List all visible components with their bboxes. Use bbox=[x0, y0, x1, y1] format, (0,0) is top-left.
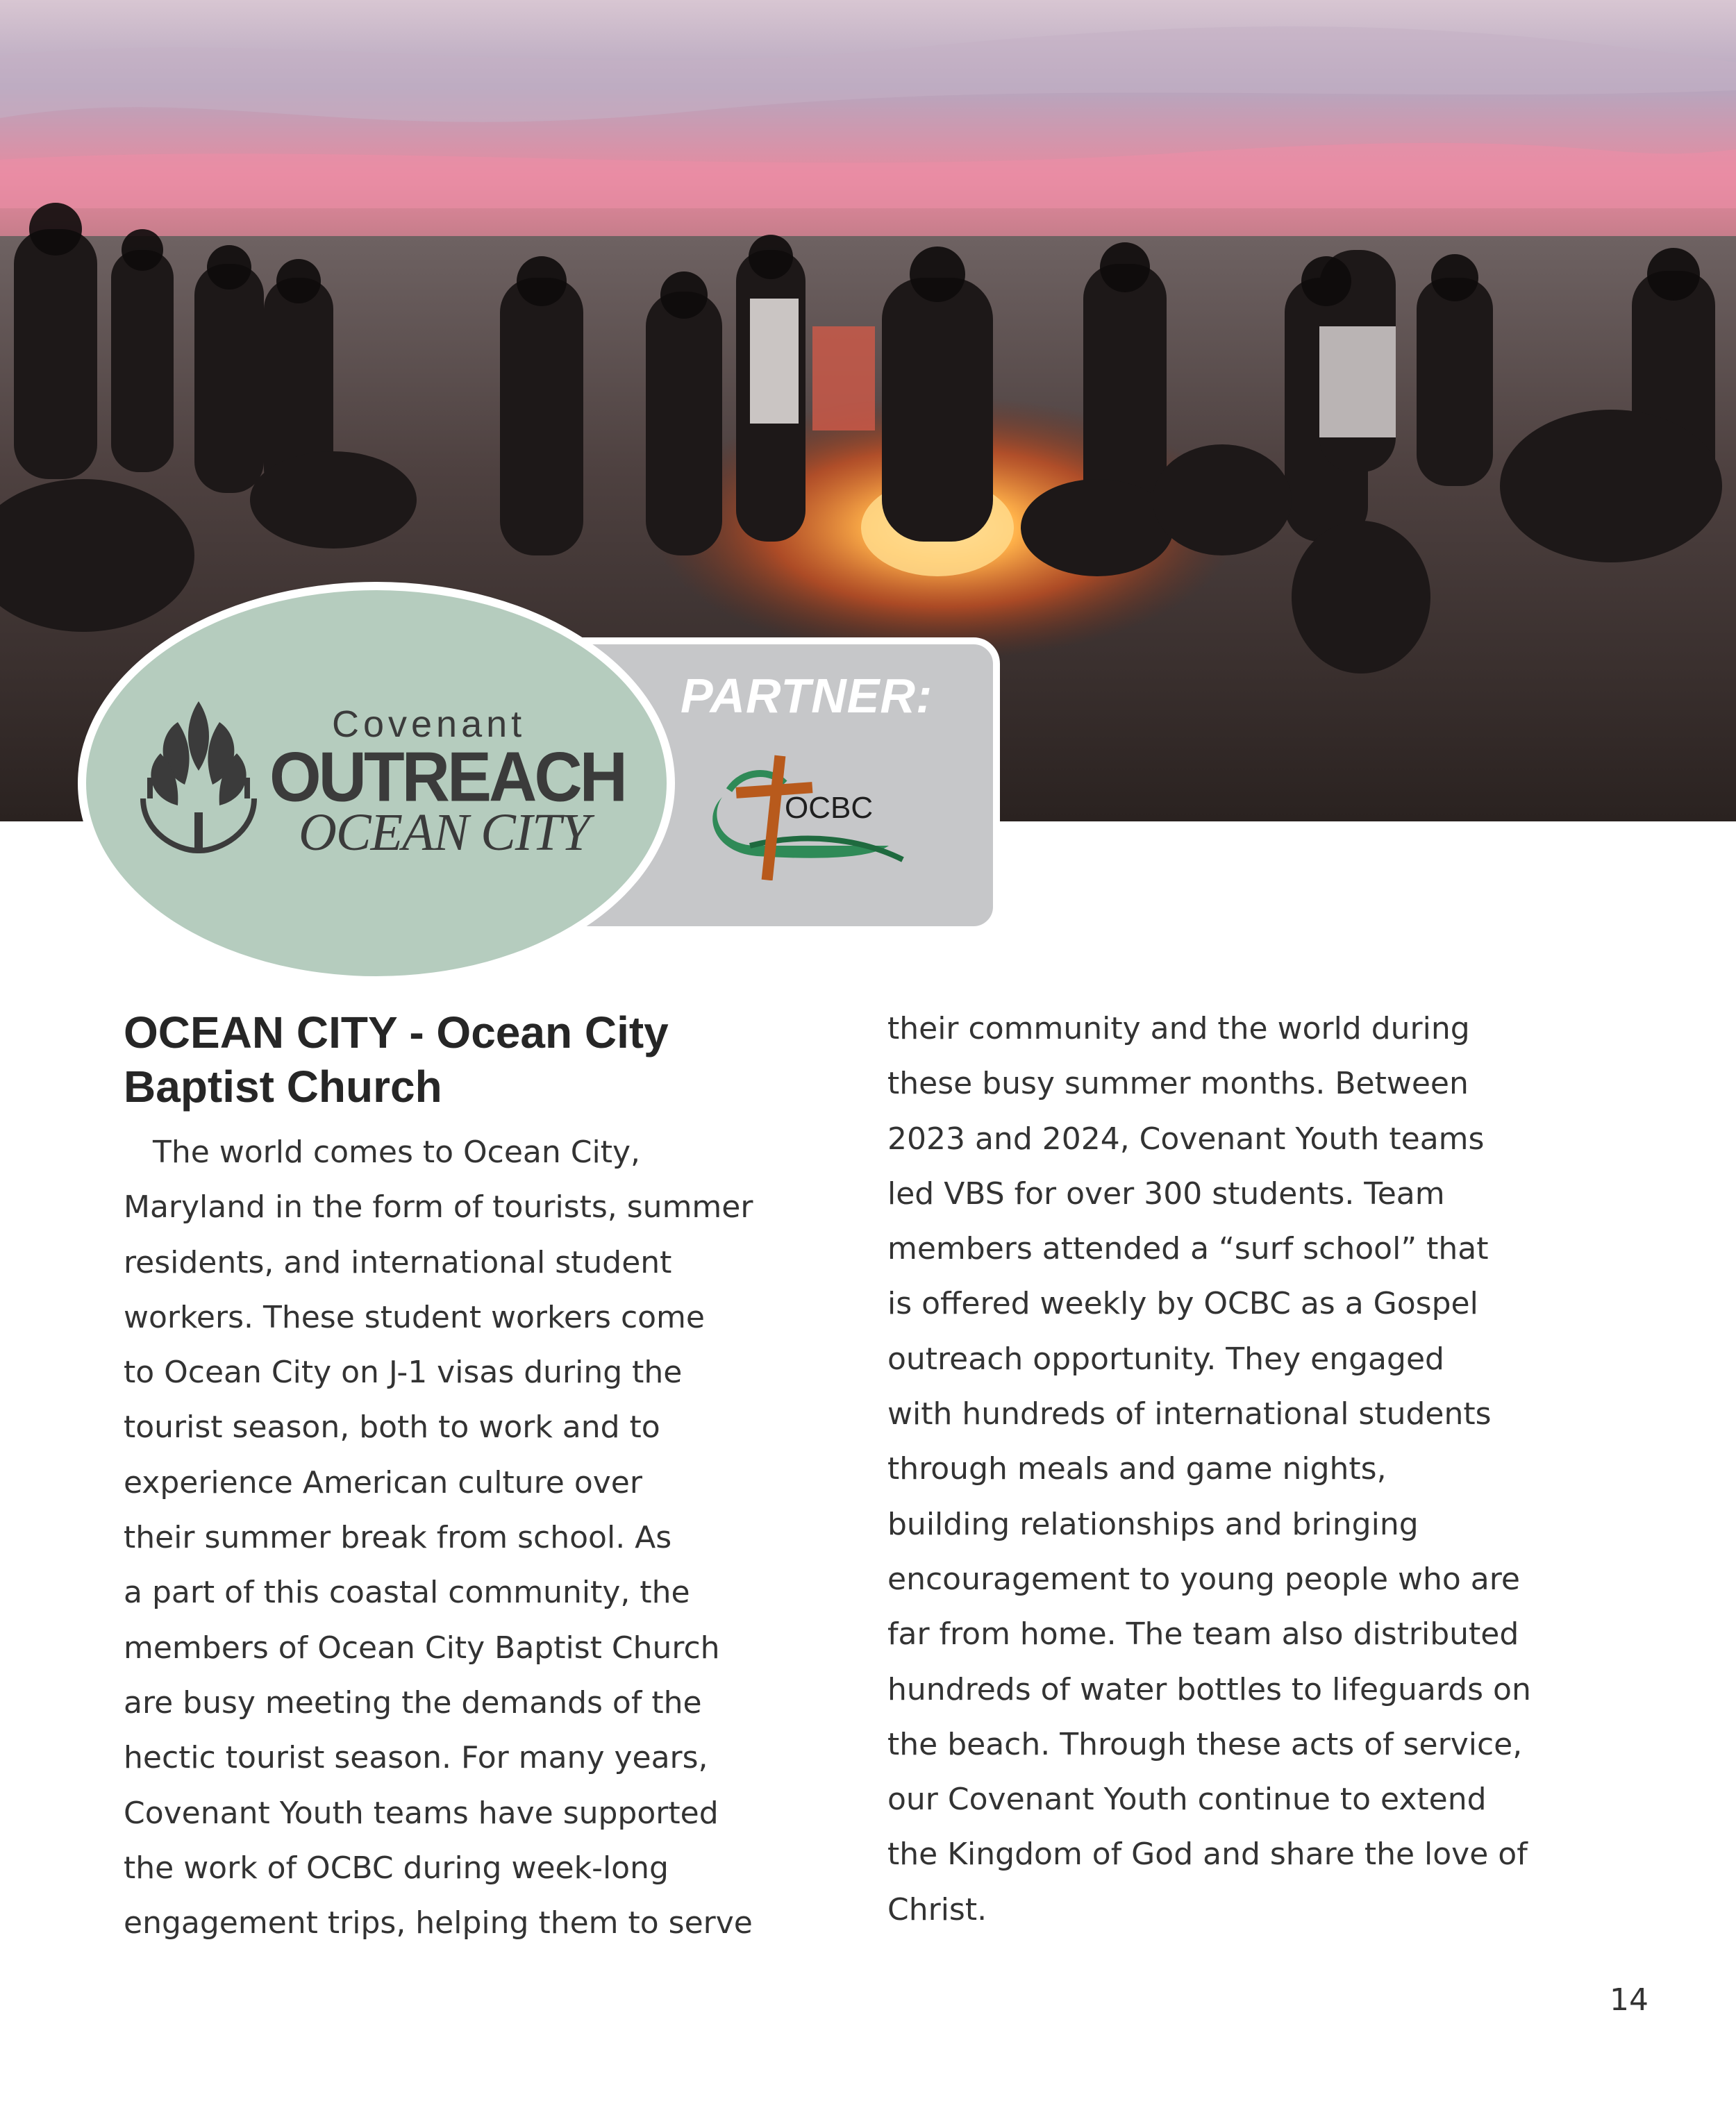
body-line: the work of OCBC during week-long bbox=[124, 1850, 669, 1886]
body-line: through meals and game nights, bbox=[887, 1451, 1387, 1487]
partner-label: PARTNER: bbox=[681, 669, 933, 723]
ocean-city-wordmark: OCEAN CITY bbox=[299, 803, 590, 862]
body-line: led VBS for over 300 students. Team bbox=[887, 1176, 1445, 1212]
hands-leaves-icon bbox=[136, 694, 261, 854]
ocbc-cross-icon bbox=[701, 742, 910, 880]
body-line: are busy meeting the demands of the bbox=[124, 1684, 702, 1721]
body-line: members of Ocean City Baptist Church bbox=[124, 1630, 720, 1666]
body-line: Maryland in the form of tourists, summer bbox=[124, 1189, 753, 1226]
ocbc-logo bbox=[701, 742, 910, 880]
body-line: their summer break from school. As bbox=[124, 1520, 672, 1556]
body-line: these busy summer months. Between bbox=[887, 1066, 1469, 1102]
article-title-line-1: OCEAN CITY - Ocean City bbox=[124, 1007, 669, 1057]
article-title-line-2: Baptist Church bbox=[124, 1062, 442, 1112]
body-line: Covenant Youth teams have supported bbox=[124, 1795, 719, 1831]
body-column-left bbox=[124, 1125, 753, 1950]
body-line: outreach opportunity. They engaged bbox=[887, 1341, 1444, 1377]
covenant-wordmark: Covenant bbox=[332, 703, 526, 745]
body-line: to Ocean City on J-1 visas during the bbox=[124, 1355, 683, 1391]
body-line: workers. These student workers come bbox=[124, 1299, 705, 1335]
body-line: our Covenant Youth continue to extend bbox=[887, 1782, 1487, 1818]
body-line: far from home. The team also distributed bbox=[887, 1616, 1519, 1653]
body-line: 2023 and 2024, Covenant Youth teams bbox=[887, 1121, 1485, 1157]
body-line: hectic tourist season. For many years, bbox=[124, 1740, 708, 1776]
body-line: the beach. Through these acts of service, bbox=[887, 1726, 1523, 1762]
body-line: members attended a “surf school” that bbox=[887, 1231, 1489, 1267]
outreach-wordmark: OUTREACH bbox=[269, 738, 625, 817]
article-title bbox=[124, 1005, 839, 1114]
page-number: 14 bbox=[1610, 1982, 1649, 2018]
body-line: tourist season, both to work and to bbox=[124, 1409, 660, 1446]
body-line: the Kingdom of God and share the love of bbox=[887, 1837, 1528, 1873]
body-line: is offered weekly by OCBC as a Gospel bbox=[887, 1286, 1478, 1322]
ocbc-logo-text: OCBC bbox=[785, 791, 874, 825]
body-line: encouragement to young people who are bbox=[887, 1561, 1520, 1597]
body-line: experience American culture over bbox=[124, 1464, 642, 1500]
body-line: engagement trips, helping them to serve bbox=[124, 1905, 753, 1941]
body-line: The world comes to Ocean City, bbox=[124, 1135, 640, 1170]
body-line: residents, and international student bbox=[124, 1244, 672, 1280]
body-line: Christ. bbox=[887, 1891, 987, 1927]
body-line: their community and the world during bbox=[887, 1011, 1470, 1046]
body-line: a part of this coastal community, the bbox=[124, 1575, 690, 1611]
body-column-right bbox=[887, 1001, 1531, 1937]
body-line: building relationships and bringing bbox=[887, 1506, 1419, 1542]
body-line: with hundreds of international students bbox=[887, 1396, 1492, 1432]
body-line: hundreds of water bottles to lifeguards on bbox=[887, 1671, 1531, 1707]
